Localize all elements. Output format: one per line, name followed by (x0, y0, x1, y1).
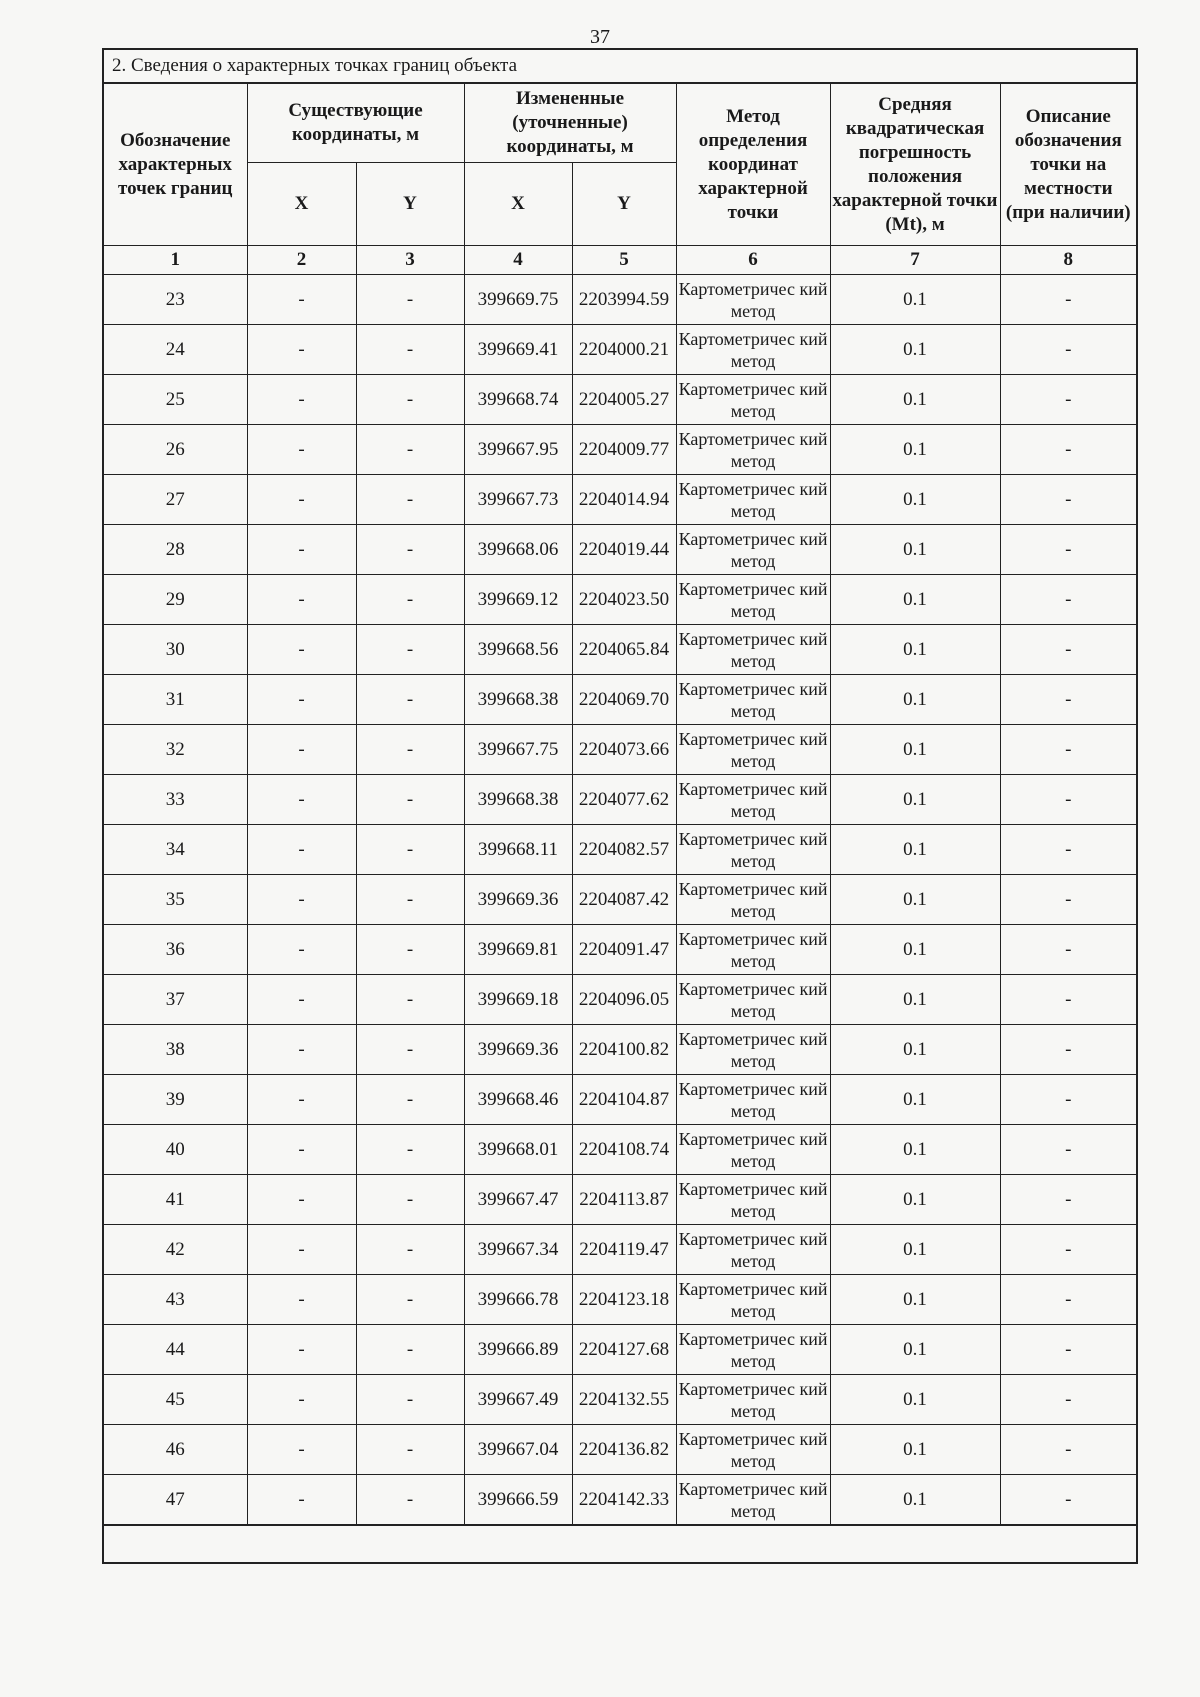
method-cell: Картометричес кий метод (676, 475, 830, 525)
point-id-cell: 37 (104, 975, 247, 1025)
page-number: 37 (590, 26, 610, 48)
changed-x-cell: 399669.18 (464, 975, 572, 1025)
point-description-cell: - (1000, 325, 1136, 375)
table-row (104, 525, 1136, 575)
point-id-cell: 45 (104, 1375, 247, 1425)
existing-x-cell: - (247, 525, 356, 575)
method-cell: Картометричес кий метод (676, 975, 830, 1025)
point-description-cell: - (1000, 1425, 1136, 1475)
table-row (104, 1175, 1136, 1225)
point-description-cell: - (1000, 675, 1136, 725)
existing-x-cell: - (247, 1125, 356, 1175)
mean-square-error-cell: 0.1 (830, 275, 1000, 325)
point-description-cell: - (1000, 575, 1136, 625)
existing-y-cell: - (356, 625, 464, 675)
mean-square-error-cell: 0.1 (830, 1325, 1000, 1375)
mean-square-error-cell: 0.1 (830, 1375, 1000, 1425)
changed-x-cell: 399668.56 (464, 625, 572, 675)
changed-x-cell: 399669.81 (464, 925, 572, 975)
existing-y-cell: - (356, 825, 464, 875)
point-id-cell: 35 (104, 875, 247, 925)
existing-y-cell: - (356, 925, 464, 975)
method-cell: Картометричес кий метод (676, 1125, 830, 1175)
point-id-cell: 27 (104, 475, 247, 525)
existing-y-cell: - (356, 475, 464, 525)
point-description-cell: - (1000, 1375, 1136, 1425)
table-body (104, 275, 1136, 1525)
method-cell: Картометричес кий метод (676, 1075, 830, 1125)
existing-x-cell: - (247, 1075, 356, 1125)
existing-y-cell: - (356, 1125, 464, 1175)
method-cell: Картометричес кий метод (676, 1275, 830, 1325)
method-cell: Картометричес кий метод (676, 1425, 830, 1475)
point-id-cell: 33 (104, 775, 247, 825)
point-description-cell: - (1000, 1025, 1136, 1075)
table-row (104, 725, 1136, 775)
point-id-cell: 25 (104, 375, 247, 425)
existing-y-cell: - (356, 1325, 464, 1375)
changed-x-cell: 399667.95 (464, 425, 572, 475)
existing-x-cell: - (247, 1475, 356, 1525)
existing-y-cell: - (356, 1075, 464, 1125)
existing-y-cell: - (356, 1275, 464, 1325)
existing-x-cell: - (247, 1175, 356, 1225)
method-cell: Картометричес кий метод (676, 875, 830, 925)
changed-x-cell: 399669.12 (464, 575, 572, 625)
method-cell: Картометричес кий метод (676, 1375, 830, 1425)
existing-x-cell: - (247, 325, 356, 375)
column-number: 6 (676, 246, 830, 275)
point-description-cell: - (1000, 875, 1136, 925)
changed-x-cell: 399667.04 (464, 1425, 572, 1475)
mean-square-error-cell: 0.1 (830, 375, 1000, 425)
changed-x-cell: 399667.73 (464, 475, 572, 525)
existing-x-cell: - (247, 475, 356, 525)
changed-y-cell: 2204019.44 (572, 525, 676, 575)
table-row (104, 1025, 1136, 1075)
existing-y-cell: - (356, 1375, 464, 1425)
table-row (104, 1375, 1136, 1425)
table-row (104, 375, 1136, 425)
mean-square-error-cell: 0.1 (830, 875, 1000, 925)
point-description-cell: - (1000, 475, 1136, 525)
changed-x-cell: 399667.47 (464, 1175, 572, 1225)
existing-y-cell: - (356, 375, 464, 425)
method-cell: Картометричес кий метод (676, 375, 830, 425)
existing-y-cell: - (356, 1175, 464, 1225)
table-row (104, 975, 1136, 1025)
method-cell: Картометричес кий метод (676, 575, 830, 625)
existing-x-cell: - (247, 1425, 356, 1475)
changed-y-cell: 2203994.59 (572, 275, 676, 325)
changed-y-cell: 2204065.84 (572, 625, 676, 675)
mean-square-error-cell: 0.1 (830, 1275, 1000, 1325)
point-id-cell: 42 (104, 1225, 247, 1275)
existing-y-cell: - (356, 1025, 464, 1075)
point-description-cell: - (1000, 725, 1136, 775)
method-cell: Картометричес кий метод (676, 1325, 830, 1375)
mean-square-error-cell: 0.1 (830, 425, 1000, 475)
changed-y-cell: 2204136.82 (572, 1425, 676, 1475)
existing-x-cell: - (247, 675, 356, 725)
point-id-cell: 47 (104, 1475, 247, 1525)
header-existing-x: X (247, 163, 356, 246)
existing-y-cell: - (356, 975, 464, 1025)
point-id-cell: 32 (104, 725, 247, 775)
changed-x-cell: 399669.36 (464, 1025, 572, 1075)
method-cell: Картометричес кий метод (676, 525, 830, 575)
point-description-cell: - (1000, 775, 1136, 825)
point-description-cell: - (1000, 1075, 1136, 1125)
mean-square-error-cell: 0.1 (830, 575, 1000, 625)
changed-x-cell: 399669.75 (464, 275, 572, 325)
mean-square-error-cell: 0.1 (830, 975, 1000, 1025)
table-row (104, 825, 1136, 875)
mean-square-error-cell: 0.1 (830, 675, 1000, 725)
changed-y-cell: 2204100.82 (572, 1025, 676, 1075)
existing-x-cell: - (247, 275, 356, 325)
mean-square-error-cell: 0.1 (830, 725, 1000, 775)
changed-x-cell: 399668.06 (464, 525, 572, 575)
point-description-cell: - (1000, 1125, 1136, 1175)
changed-y-cell: 2204023.50 (572, 575, 676, 625)
column-number: 1 (104, 246, 247, 275)
header-changed-x: X (464, 163, 572, 246)
point-description-cell: - (1000, 375, 1136, 425)
column-number: 4 (464, 246, 572, 275)
point-id-cell: 46 (104, 1425, 247, 1475)
point-id-cell: 28 (104, 525, 247, 575)
point-description-cell: - (1000, 975, 1136, 1025)
changed-y-cell: 2204000.21 (572, 325, 676, 375)
changed-x-cell: 399668.46 (464, 1075, 572, 1125)
method-cell: Картометричес кий метод (676, 725, 830, 775)
table-row (104, 425, 1136, 475)
existing-x-cell: - (247, 875, 356, 925)
point-id-cell: 38 (104, 1025, 247, 1075)
method-cell: Картометричес кий метод (676, 775, 830, 825)
point-description-cell: - (1000, 1225, 1136, 1275)
method-cell: Картометричес кий метод (676, 925, 830, 975)
existing-x-cell: - (247, 625, 356, 675)
header-changed-coordinates: Измененные (уточненные) координаты, м (464, 84, 676, 163)
mean-square-error-cell: 0.1 (830, 925, 1000, 975)
boundary-points-table (104, 83, 1136, 1525)
point-description-cell: - (1000, 425, 1136, 475)
existing-x-cell: - (247, 825, 356, 875)
mean-square-error-cell: 0.1 (830, 325, 1000, 375)
point-id-cell: 36 (104, 925, 247, 975)
column-number: 5 (572, 246, 676, 275)
changed-y-cell: 2204096.05 (572, 975, 676, 1025)
point-id-cell: 31 (104, 675, 247, 725)
mean-square-error-cell: 0.1 (830, 825, 1000, 875)
mean-square-error-cell: 0.1 (830, 525, 1000, 575)
existing-x-cell: - (247, 375, 356, 425)
point-description-cell: - (1000, 625, 1136, 675)
changed-y-cell: 2204119.47 (572, 1225, 676, 1275)
point-id-cell: 23 (104, 275, 247, 325)
point-id-cell: 24 (104, 325, 247, 375)
table-row (104, 775, 1136, 825)
column-number: 7 (830, 246, 1000, 275)
changed-x-cell: 399667.49 (464, 1375, 572, 1425)
existing-x-cell: - (247, 775, 356, 825)
changed-y-cell: 2204073.66 (572, 725, 676, 775)
header-point-designation: Обозначение характерных точек границ (104, 84, 247, 246)
table-row (104, 1075, 1136, 1125)
changed-y-cell: 2204142.33 (572, 1475, 676, 1525)
mean-square-error-cell: 0.1 (830, 475, 1000, 525)
table-row (104, 1325, 1136, 1375)
existing-x-cell: - (247, 975, 356, 1025)
existing-x-cell: - (247, 1225, 356, 1275)
mean-square-error-cell: 0.1 (830, 1025, 1000, 1075)
existing-y-cell: - (356, 275, 464, 325)
point-description-cell: - (1000, 1475, 1136, 1525)
existing-y-cell: - (356, 775, 464, 825)
changed-y-cell: 2204091.47 (572, 925, 676, 975)
changed-x-cell: 399666.78 (464, 1275, 572, 1325)
existing-x-cell: - (247, 925, 356, 975)
changed-x-cell: 399669.41 (464, 325, 572, 375)
method-cell: Картометричес кий метод (676, 325, 830, 375)
point-description-cell: - (1000, 1325, 1136, 1375)
method-cell: Картометричес кий метод (676, 825, 830, 875)
point-description-cell: - (1000, 275, 1136, 325)
existing-y-cell: - (356, 525, 464, 575)
point-id-cell: 41 (104, 1175, 247, 1225)
existing-y-cell: - (356, 325, 464, 375)
point-id-cell: 34 (104, 825, 247, 875)
method-cell: Картометричес кий метод (676, 1175, 830, 1225)
mean-square-error-cell: 0.1 (830, 1425, 1000, 1475)
column-number: 3 (356, 246, 464, 275)
changed-y-cell: 2204104.87 (572, 1075, 676, 1125)
table-row (104, 325, 1136, 375)
column-number: 8 (1000, 246, 1136, 275)
point-id-cell: 30 (104, 625, 247, 675)
table-row (104, 1125, 1136, 1175)
table-row (104, 1275, 1136, 1325)
table-row (104, 575, 1136, 625)
point-description-cell: - (1000, 825, 1136, 875)
changed-x-cell: 399668.74 (464, 375, 572, 425)
existing-y-cell: - (356, 1475, 464, 1525)
point-description-cell: - (1000, 525, 1136, 575)
changed-x-cell: 399668.38 (464, 775, 572, 825)
header-existing-coordinates: Существующие координаты, м (247, 84, 464, 163)
changed-x-cell: 399666.89 (464, 1325, 572, 1375)
header-changed-y: Y (572, 163, 676, 246)
changed-y-cell: 2204082.57 (572, 825, 676, 875)
changed-y-cell: 2204123.18 (572, 1275, 676, 1325)
point-description-cell: - (1000, 1175, 1136, 1225)
table-row (104, 625, 1136, 675)
changed-x-cell: 399667.75 (464, 725, 572, 775)
existing-y-cell: - (356, 725, 464, 775)
changed-x-cell: 399668.01 (464, 1125, 572, 1175)
changed-x-cell: 399666.59 (464, 1475, 572, 1525)
point-id-cell: 43 (104, 1275, 247, 1325)
existing-y-cell: - (356, 1225, 464, 1275)
method-cell: Картометричес кий метод (676, 425, 830, 475)
method-cell: Картометричес кий метод (676, 1025, 830, 1075)
existing-y-cell: - (356, 875, 464, 925)
existing-y-cell: - (356, 1425, 464, 1475)
existing-x-cell: - (247, 1325, 356, 1375)
point-description-cell: - (1000, 925, 1136, 975)
mean-square-error-cell: 0.1 (830, 1075, 1000, 1125)
mean-square-error-cell: 0.1 (830, 1475, 1000, 1525)
existing-x-cell: - (247, 725, 356, 775)
table-row (104, 475, 1136, 525)
point-id-cell: 29 (104, 575, 247, 625)
table-row (104, 925, 1136, 975)
table-row (104, 875, 1136, 925)
changed-x-cell: 399668.11 (464, 825, 572, 875)
existing-x-cell: - (247, 1375, 356, 1425)
method-cell: Картометричес кий метод (676, 1475, 830, 1525)
existing-x-cell: - (247, 1025, 356, 1075)
changed-y-cell: 2204132.55 (572, 1375, 676, 1425)
method-cell: Картометричес кий метод (676, 675, 830, 725)
point-id-cell: 44 (104, 1325, 247, 1375)
header-point-description: Описание обозначения точки на местности (при наличии) (1000, 84, 1136, 246)
mean-square-error-cell: 0.1 (830, 1225, 1000, 1275)
table-row (104, 1225, 1136, 1275)
table-row (104, 1475, 1136, 1525)
changed-y-cell: 2204108.74 (572, 1125, 676, 1175)
changed-y-cell: 2204069.70 (572, 675, 676, 725)
changed-x-cell: 399668.38 (464, 675, 572, 725)
changed-y-cell: 2204127.68 (572, 1325, 676, 1375)
changed-y-cell: 2204113.87 (572, 1175, 676, 1225)
section-title: 2. Сведения о характерных точках границ объекта (104, 50, 1136, 83)
boundary-points-table-block (102, 48, 1138, 1564)
method-cell: Картометричес кий метод (676, 275, 830, 325)
existing-y-cell: - (356, 425, 464, 475)
changed-y-cell: 2204087.42 (572, 875, 676, 925)
existing-x-cell: - (247, 425, 356, 475)
mean-square-error-cell: 0.1 (830, 1175, 1000, 1225)
column-number: 2 (247, 246, 356, 275)
changed-x-cell: 399669.36 (464, 875, 572, 925)
header-method: Метод определения координат характерной точки (676, 84, 830, 246)
changed-y-cell: 2204014.94 (572, 475, 676, 525)
point-id-cell: 40 (104, 1125, 247, 1175)
point-id-cell: 39 (104, 1075, 247, 1125)
changed-y-cell: 2204077.62 (572, 775, 676, 825)
existing-y-cell: - (356, 675, 464, 725)
existing-y-cell: - (356, 575, 464, 625)
changed-x-cell: 399667.34 (464, 1225, 572, 1275)
changed-y-cell: 2204009.77 (572, 425, 676, 475)
header-mean-square-error: Средняя квадратическая погрешность положения характерной точки (Mt), м (830, 84, 1000, 246)
mean-square-error-cell: 0.1 (830, 775, 1000, 825)
existing-x-cell: - (247, 575, 356, 625)
changed-y-cell: 2204005.27 (572, 375, 676, 425)
method-cell: Картометричес кий метод (676, 1225, 830, 1275)
table-row (104, 675, 1136, 725)
existing-x-cell: - (247, 1275, 356, 1325)
header-existing-y: Y (356, 163, 464, 246)
mean-square-error-cell: 0.1 (830, 625, 1000, 675)
point-description-cell: - (1000, 1275, 1136, 1325)
method-cell: Картометричес кий метод (676, 625, 830, 675)
table-row (104, 275, 1136, 325)
table-footer (104, 1525, 1136, 1562)
table-row (104, 1425, 1136, 1475)
mean-square-error-cell: 0.1 (830, 1125, 1000, 1175)
point-id-cell: 26 (104, 425, 247, 475)
